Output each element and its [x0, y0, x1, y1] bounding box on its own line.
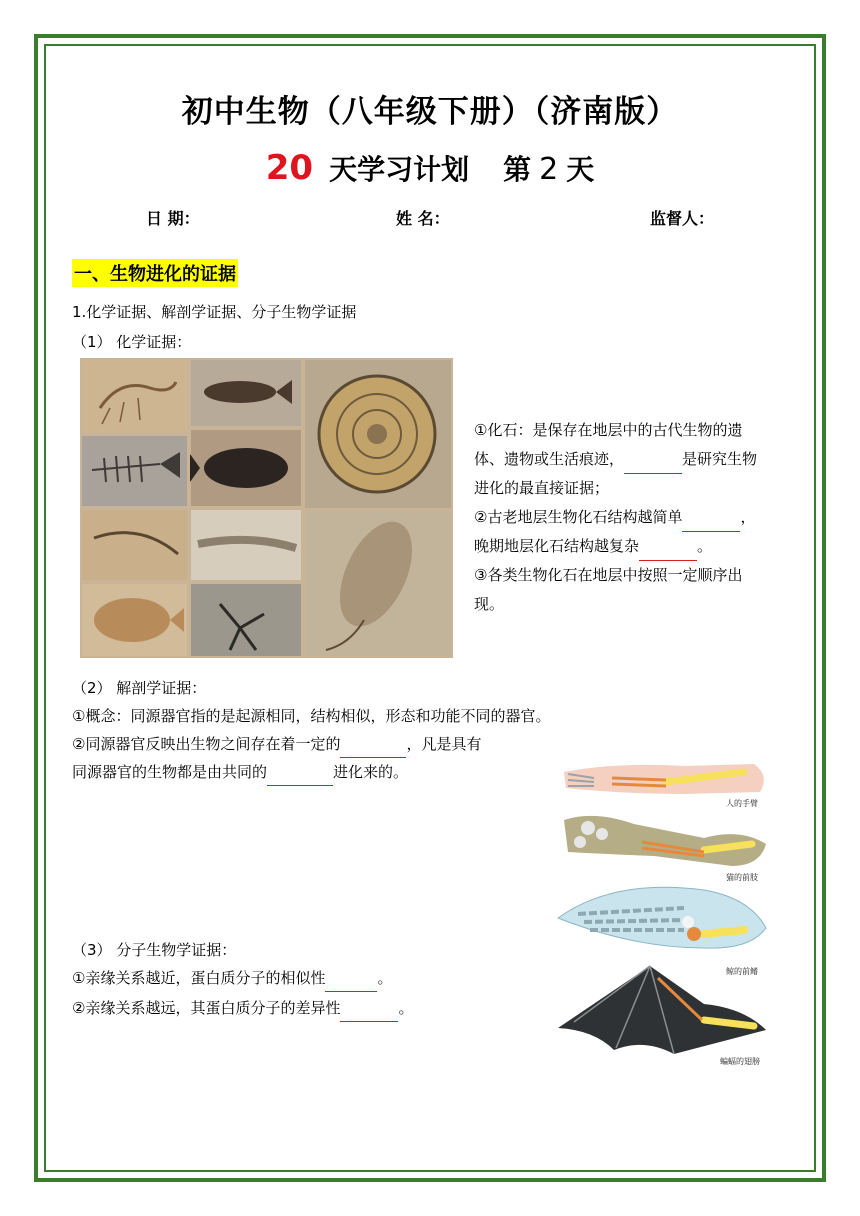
page-title: 初中生物（八年级下册）（济南版） [181, 94, 679, 130]
fossil-collage-image [80, 358, 453, 658]
cat-foreleg-illustration [564, 816, 766, 882]
molecular-line-2: ②亲缘关系越远，其蛋白质分子的差异性 。 [72, 994, 413, 1022]
bat-wing-label: 蝙蝠的翅膀 [720, 1057, 760, 1066]
supervisor-label: 监督人： [650, 209, 715, 228]
date-label: 日 期： [146, 209, 200, 228]
section-heading-evolution-evidence: 一、生物进化的证据 [72, 259, 238, 287]
study-plan-subtitle [0, 148, 860, 188]
item-1: 1.化学证据、解剖学证据、分子生物学证据 [72, 303, 357, 321]
fill-blank[interactable] [267, 767, 333, 786]
day-suffix: 天 [566, 153, 595, 186]
fossil-description: ①化石：是保存在地层中的古代生物的遗 体、遗物或生活痕迹， 是研究生物 进化的最直接证据； ②古老地层生物化石结构越简单 ， 晚期地层化石结构越复杂 。 ③各类生物化石在地层中按照一定顺序出 现。 [474, 421, 758, 613]
homologous-organ-definition: ①概念：同源器官指的是起源相同，结构相似，形态和功能不同的器官。 [72, 707, 551, 725]
homologous-limbs-diagram [554, 758, 774, 1070]
human-arm-label: 人的手臂 [726, 799, 758, 808]
plan-number: 20 [265, 148, 314, 188]
molecular-line-1: ①亲缘关系越近，蛋白质分子的相似性 。 [72, 964, 392, 992]
fill-blank[interactable] [340, 739, 406, 758]
day-number: 2 [539, 152, 559, 187]
name-label: 姓 名： [396, 209, 450, 228]
bat-wing-illustration [558, 966, 766, 1066]
fill-blank[interactable] [639, 542, 697, 561]
fill-blank[interactable] [682, 513, 740, 532]
whale-flipper-label: 鲸的前鳍 [726, 967, 758, 976]
plan-text: 天学习计划 [329, 153, 470, 186]
cat-foreleg-label: 猫的前肢 [726, 873, 758, 882]
subheading-anatomical-evidence: （2） 解剖学证据： [72, 679, 207, 697]
anatomical-line-2: ②同源器官反映出生物之间存在着一定的 ，凡是具有 [72, 730, 481, 758]
whale-flipper-illustration [558, 887, 766, 976]
fill-blank[interactable] [340, 1003, 398, 1022]
subheading-chemical-evidence: （1） 化学证据： [72, 333, 192, 351]
fill-blank[interactable] [325, 973, 377, 992]
human-arm-illustration [564, 764, 764, 808]
subheading-molecular-evidence: （3） 分子生物学证据： [72, 941, 237, 959]
day-prefix: 第 [503, 153, 532, 186]
fill-blank[interactable] [624, 455, 682, 474]
anatomical-line-3: 同源器官的生物都是由共同的 进化来的。 [72, 758, 408, 786]
